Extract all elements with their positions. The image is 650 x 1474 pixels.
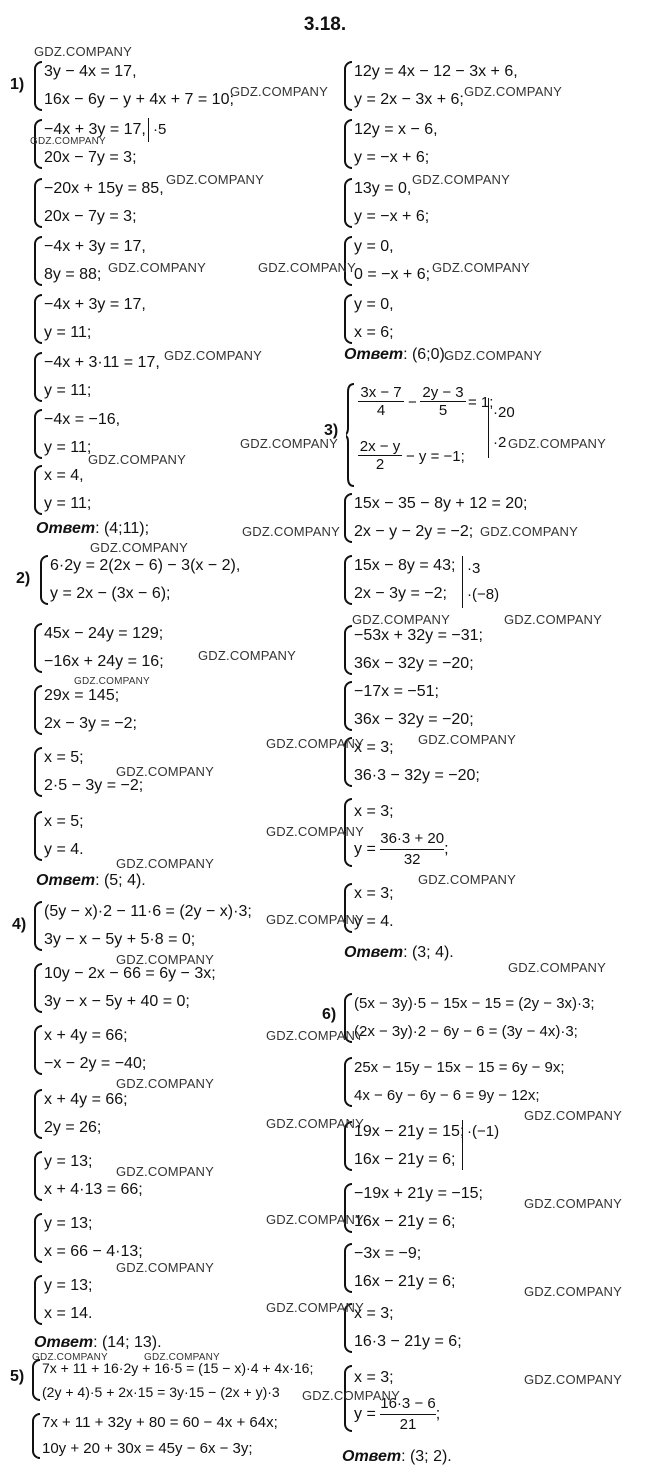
equation: −4x + 3y = 17, [44, 238, 146, 255]
equation: −19x + 21y = −15; [354, 1185, 483, 1202]
equation: x = 3; [354, 739, 394, 756]
watermark: GDZ.COMPANY [480, 524, 579, 539]
problem-6-label: 6) [322, 1006, 337, 1023]
equation: −53x + 32y = −31; [354, 627, 483, 644]
p1-system-8 [34, 462, 91, 518]
p6-system-5 [344, 1240, 455, 1296]
equation: x = 14. [44, 1305, 93, 1322]
equation: 2x − 3y = −2; [354, 585, 447, 602]
equation: 36x − 32y = −20; [354, 655, 474, 672]
equation: 0 = −x + 6; [354, 266, 431, 283]
equation: 7x + 11 + 32y + 80 = 60 − 4x + 64x; [42, 1414, 278, 1431]
multiplier: ·3 [467, 560, 481, 577]
watermark: GDZ.COMPANY [116, 1260, 215, 1275]
watermark: GDZ.COMPANY [242, 524, 341, 539]
watermark: GDZ.COMPANY [266, 912, 365, 927]
p4-system-1 [34, 898, 252, 954]
watermark: GDZ.COMPANY [504, 612, 603, 627]
answer-label: Ответ [342, 1448, 402, 1465]
equation: (2x − 3y)·2 − 6y − 6 = (3y − 4x)·3; [354, 1023, 578, 1040]
equation: x = 3; [354, 885, 394, 902]
watermark: GDZ.COMPANY [32, 1352, 108, 1363]
watermark: GDZ.COMPANY [240, 436, 339, 451]
equation: 16·3 − 21y = 6; [354, 1333, 462, 1350]
equation: 2x − y − 2y = −2; [354, 523, 474, 540]
equation: (5y − x)·2 − 11·6 = (2y − x)·3; [44, 903, 252, 920]
equation: −3x = −9; [354, 1245, 422, 1262]
p3-system-5 [344, 678, 474, 734]
watermark: GDZ.COMPANY [88, 452, 187, 467]
frac-numerator: 36·3 + 20 [380, 829, 444, 850]
equation: −4x + 3y = 17, [44, 121, 146, 138]
problem-1-label: 1) [10, 76, 25, 93]
equation: 12y = 4x − 12 − 3x + 6, [354, 63, 518, 80]
equation: 25x − 15y − 15x − 15 = 6y − 9x; [354, 1059, 565, 1076]
p1-system-1 [34, 58, 234, 114]
p2-system-7 [34, 620, 164, 676]
equation: y = 0, [354, 296, 394, 313]
equation: x = 6; [354, 324, 394, 341]
problem-5-label: 5) [10, 1368, 25, 1385]
p6-system-1 [344, 990, 595, 1046]
frac-denominator: 5 [438, 402, 448, 419]
watermark: GDZ.COMPANY [116, 856, 215, 871]
equation: 16x − 21y = 6; [354, 1273, 456, 1290]
equation: 7x + 11 + 16·2y + 16·5 = (15 − x)·4 + 4x·16; [42, 1360, 314, 1376]
equation: 29x = 145; [44, 687, 120, 704]
equation: 8y = 88; [44, 266, 102, 283]
watermark: GDZ.COMPANY [166, 172, 265, 187]
p2-system-10 [34, 808, 84, 864]
watermark: GDZ.COMPANY [74, 676, 150, 687]
watermark: GDZ.COMPANY [116, 952, 215, 967]
equation: x = 4, [44, 467, 84, 484]
frac-numerator: 16·3 − 6 [380, 1394, 435, 1415]
equation: y = 0, [354, 238, 394, 255]
equation: y = 4. [44, 841, 84, 858]
answer-value: (3; 2). [409, 1448, 452, 1465]
p4-answer: Ответ: (14; 13). [34, 1334, 162, 1351]
watermark: GDZ.COMPANY [258, 260, 357, 275]
watermark: GDZ.COMPANY [90, 540, 189, 555]
watermark: GDZ.COMPANY [524, 1372, 623, 1387]
watermark: GDZ.COMPANY [444, 348, 543, 363]
equation: 2y = 26; [44, 1119, 102, 1136]
p6-answer: Ответ: (3; 2). [342, 1448, 452, 1465]
p4-system-2 [34, 960, 216, 1016]
watermark: GDZ.COMPANY [116, 764, 215, 779]
watermark: GDZ.COMPANY [508, 960, 607, 975]
equation: x = 3; [354, 1369, 394, 1386]
equation: x = 3; [354, 803, 394, 820]
equation: y = −x + 6; [354, 149, 430, 166]
watermark: GDZ.COMPANY [266, 824, 365, 839]
watermark: GDZ.COMPANY [524, 1108, 623, 1123]
p6-multiplier: ·(−1) [462, 1120, 499, 1170]
equation: y = 4. [354, 913, 394, 930]
p2-answer: Ответ: (6;0). [344, 346, 450, 363]
multiplier: ·2 [493, 434, 507, 451]
equation: −17x = −51; [354, 683, 439, 700]
watermark: GDZ.COMPANY [508, 436, 607, 451]
equation: y = 11; [44, 324, 92, 341]
multiplier: ·(−8) [467, 586, 500, 603]
equation: −4x + 3y = 17, [44, 296, 146, 313]
p1-system-5 [34, 291, 146, 347]
problem-4-label: 4) [12, 916, 27, 933]
watermark: GDZ.COMPANY [418, 872, 517, 887]
watermark: GDZ.COMPANY [412, 172, 511, 187]
equation: x = 66 − 4·13; [44, 1243, 143, 1260]
watermark: GDZ.COMPANY [164, 348, 263, 363]
p3-system-3 [344, 552, 455, 608]
p4-system-7 [34, 1272, 92, 1328]
equation: y = 11; [44, 439, 92, 456]
equation: 45x − 24y = 129; [44, 625, 164, 642]
answer-value: (6;0). [411, 346, 450, 363]
equation: x + 4y = 66; [44, 1027, 128, 1044]
equation: y = $\frac{36\cdot 3 + 20}{32}$ ; [354, 830, 449, 868]
frac-numerator: 2y − 3 [420, 384, 466, 402]
watermark: GDZ.COMPANY [266, 1212, 365, 1227]
problem-2-label: 2) [16, 570, 31, 587]
watermark: GDZ.COMPANY [108, 260, 207, 275]
p4-system-6 [34, 1210, 143, 1266]
equation: 4x − 6y − 6y − 6 = 9y − 12x; [354, 1087, 540, 1104]
watermark: GDZ.COMPANY [266, 1300, 365, 1315]
equation: 36·3 − 32y = −20; [354, 767, 480, 784]
watermark: GDZ.COMPANY [266, 1116, 365, 1131]
p3-system-1: $\frac{3x - 7}{4}$ − $\frac{2y - 3}{5}$ = 1; $\frac{2x - y}{2}$ − y = −1; [346, 380, 496, 490]
equation: −x − 2y = −40; [44, 1055, 147, 1072]
p3-multipliers-2 [462, 556, 499, 608]
equation: 10y − 2x − 66 = 6y − 3x; [44, 965, 216, 982]
equation: y = $\frac{16\cdot 3 - 6}{21}$ ; [354, 1395, 441, 1433]
equation: 16x − 21y = 6; [354, 1213, 456, 1230]
watermark: GDZ.COMPANY [30, 136, 106, 147]
answer-value: (4;11); [103, 520, 150, 537]
equation: 20x − 7y = 3; [44, 208, 137, 225]
equation: 16x − 6y − y + 4x + 7 = 10; [44, 91, 234, 108]
p1-answer: Ответ: (4;11); [36, 520, 150, 537]
equation: 20x − 7y = 3; [44, 149, 137, 166]
frac-denominator: 21 [399, 1416, 417, 1433]
p1-system-6 [34, 349, 160, 405]
frac-numerator: 3x − 7 [358, 384, 404, 402]
watermark: GDZ.COMPANY [198, 648, 297, 663]
equation: 13y = 0, [354, 180, 412, 197]
watermark: GDZ.COMPANY [524, 1284, 623, 1299]
answer-label: Ответ [344, 346, 404, 363]
equation: 3y − x − 5y + 5·8 = 0; [44, 931, 196, 948]
p4-system-4 [34, 1086, 128, 1142]
lhs: y = [354, 840, 376, 858]
watermark: GDZ.COMPANY [116, 1164, 215, 1179]
rhs: − y = −1; [406, 448, 465, 465]
equation: (2y + 4)·5 + 2x·15 = 3y·15 − (2x + y)·3 [42, 1384, 280, 1400]
rhs: = 1; [468, 394, 494, 411]
watermark: GDZ.COMPANY [144, 1352, 220, 1363]
p1-multiplier: ·5 [148, 118, 166, 142]
answer-value: (14; 13). [101, 1334, 162, 1351]
watermark: GDZ.COMPANY [34, 44, 133, 59]
equation: 6·2y = 2(2x − 6) − 3(x − 2), [50, 557, 241, 574]
answer-label: Ответ [36, 520, 96, 537]
watermark: GDZ.COMPANY [352, 612, 451, 627]
p1-system-3 [34, 175, 164, 231]
equation: 16x − 21y = 6; [354, 1151, 456, 1168]
watermark: GDZ.COMPANY [302, 1388, 401, 1403]
answer-label: Ответ [34, 1334, 94, 1351]
frac-denominator: 32 [403, 851, 421, 868]
p5-system-1 [32, 1356, 313, 1404]
equation: 3y − 4x = 17, [44, 63, 137, 80]
equation: x = 3; [354, 1305, 394, 1322]
p3-system-8 [344, 880, 394, 936]
watermark: GDZ.COMPANY [266, 736, 365, 751]
watermark: GDZ.COMPANY [418, 732, 517, 747]
p2-system-6 [344, 291, 394, 347]
equation: y = 11; [44, 495, 92, 512]
p3-answer: Ответ: (3; 4). [344, 944, 454, 961]
answer-value: (3; 4). [411, 944, 454, 961]
p3-system-4 [344, 622, 483, 678]
answer-label: Ответ [344, 944, 404, 961]
lhs: y = [354, 1405, 376, 1423]
equation: x + 4y = 66; [44, 1091, 128, 1108]
p2b-answer: Ответ: (5; 4). [36, 872, 146, 889]
equation: −16x + 24y = 16; [44, 653, 164, 670]
equation: y = 13; [44, 1277, 93, 1294]
equation: y = 2x − (3x − 6); [50, 585, 171, 602]
watermark: GDZ.COMPANY [464, 84, 563, 99]
equation: x = 5; [44, 749, 84, 766]
p6-system-2 [344, 1054, 565, 1110]
equation: 36x − 32y = −20; [354, 711, 474, 728]
frac-denominator: 2 [375, 456, 385, 473]
equation: y = 13; [44, 1153, 93, 1170]
equation: −20x + 15y = 85, [44, 180, 164, 197]
p2-system-8 [34, 682, 137, 738]
p6-system-4 [344, 1180, 483, 1236]
equation: x = 5; [44, 813, 84, 830]
equation: −4x + 3·11 = 17, [44, 354, 160, 371]
watermark: GDZ.COMPANY [116, 1076, 215, 1091]
equation: x + 4·13 = 66; [44, 1181, 143, 1198]
frac-denominator: 4 [376, 402, 386, 419]
watermark: GDZ.COMPANY [524, 1196, 623, 1211]
equation: 12y = x − 6, [354, 121, 438, 138]
equation: y = 13; [44, 1215, 93, 1232]
p2-system-5 [344, 233, 430, 289]
equation: 2·5 − 3y = −2; [44, 777, 144, 794]
equation: y = 2x − 3x + 6; [354, 91, 464, 108]
equation: 15x − 8y = 43; [354, 557, 456, 574]
p4-system-3 [34, 1022, 146, 1078]
equation: 2x − 3y = −2; [44, 715, 137, 732]
frac-numerator: 2x − y [359, 438, 401, 455]
equation: y = −x + 6; [354, 208, 430, 225]
answer-label: Ответ [36, 872, 96, 889]
watermark: GDZ.COMPANY [432, 260, 531, 275]
problem-3-label: 3) [324, 422, 339, 439]
p5-system-2 [32, 1410, 278, 1462]
equation: 19x − 21y = 15; [354, 1123, 465, 1140]
watermark: GDZ.COMPANY [266, 1028, 365, 1043]
equation: 15x − 35 − 8y + 12 = 20; [354, 495, 528, 512]
equation: −4x = −16, [44, 411, 121, 428]
p2-system-1 [40, 552, 240, 608]
equation: 3y − x − 5y + 40 = 0; [44, 993, 190, 1010]
watermark: GDZ.COMPANY [230, 84, 329, 99]
multiplier: ·20 [493, 404, 515, 421]
equation: 10y + 20 + 30x = 45y − 6x − 3y; [42, 1440, 253, 1457]
p2-system-3 [344, 116, 438, 172]
equation: (5x − 3y)·5 − 15x − 15 = (2y − 3x)·3; [354, 995, 595, 1012]
page-title: 3.18. [303, 14, 347, 35]
equation: y = 11; [44, 382, 92, 399]
